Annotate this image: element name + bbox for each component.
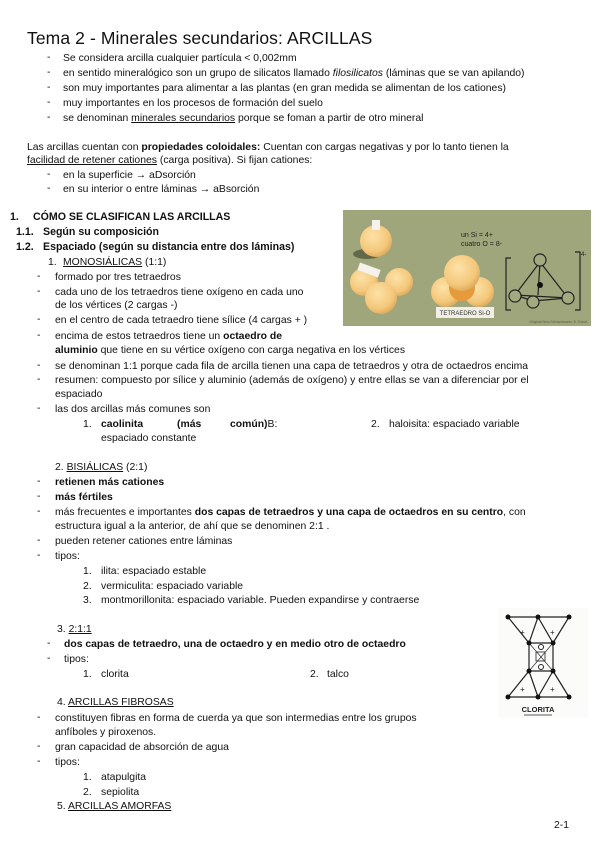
item-number: 1.	[83, 566, 92, 577]
vermiculita-item: vermiculita: espaciado variable	[101, 581, 244, 592]
item-number: 1.	[48, 257, 57, 268]
mono-bullet-5: se denominan 1:1 porque cada fila de arcilla tienen una capa de tetraedros y otra de octaedros encima	[55, 361, 529, 372]
item-number: 1.	[83, 419, 92, 430]
tetraedro-illustration	[343, 210, 591, 326]
fib-bullet-1-line1: constituyen fibras en forma de cuerda ya que son intermedias entre los grupos	[55, 713, 417, 724]
fib-bullet-3: tipos:	[55, 757, 80, 768]
bullet-dash: -	[37, 741, 41, 752]
bullet-dash: -	[47, 169, 51, 180]
bullet-dash: -	[47, 638, 51, 649]
svg-text:CLORITA: CLORITA	[521, 705, 555, 714]
bi-bullet-3-line1: más frecuentes e importantes dos capas de tetraedros y una capa de octaedros en su centro, con	[55, 507, 526, 518]
bullet-dash: -	[37, 314, 41, 325]
bullet-dash: -	[37, 360, 41, 371]
section-211-heading: 3. 2:1:1	[57, 624, 92, 635]
bisialicas-heading: 2. BISIÁLICAS (2:1)	[55, 462, 148, 473]
bullet-dash: -	[47, 82, 51, 93]
mono-bullet-1: formado por tres tetraedros	[55, 272, 181, 283]
mono-bullet-3: en el centro de cada tetraedro tiene sílice (4 cargas + )	[55, 315, 308, 326]
s211-bullet-1: dos capas de tetraedro, una de octaedro y en medio otro de octaedro	[64, 639, 406, 650]
intro-bullet-4: muy importantes en los procesos de formación del suelo	[63, 98, 323, 109]
section-heading: CÓMO SE CLASIFICAN LAS ARCILLAS	[33, 211, 231, 223]
mono-bullet-6-line2: espaciado	[55, 389, 103, 400]
bullet-dash: -	[37, 374, 41, 385]
s211-bullet-2: tipos:	[64, 654, 89, 665]
clorita-item: clorita	[101, 669, 129, 680]
svg-text:+: +	[520, 685, 525, 694]
item-number: 2.	[83, 581, 92, 592]
mono-bullet-4-line2: aluminio que tiene en su vértice oxígeno con carga negativa en los vértices	[55, 345, 406, 356]
item-number: 2.	[371, 419, 380, 430]
fib-bullet-1-line2: anfíboles y piroxenos.	[55, 727, 157, 738]
minerales-secundarios-term: minerales secundarios	[131, 113, 236, 124]
intro-bullet-2: en sentido mineralógico son un grupo de silicatos llamado filosilicatos (láminas que se van apilando)	[63, 68, 525, 79]
mono-bullet-6-line1: resumen: compuesto por sílice y aluminio (además de oxígeno) y entre ellas se van a diferenciar por el	[55, 375, 529, 386]
item-number: 2.	[83, 787, 92, 798]
bi-bullet-3-line2: estructura igual a la anterior, de ahí que se denominen 2:1 .	[55, 521, 330, 532]
bullet-dash: -	[47, 52, 51, 63]
svg-text:Original Nels Schwertmann, E.: Original Nels Schwertmann, E. Kokot	[529, 320, 587, 324]
subsection-espaciado: Espaciado (según su distancia entre dos láminas)	[43, 241, 295, 253]
atapulgita-item: atapulgita	[101, 772, 147, 783]
bullet-dash: -	[37, 756, 41, 767]
bullet-dash: -	[37, 271, 41, 282]
bullet-dash: -	[37, 506, 41, 517]
colloid-paragraph-line2: facilidad de retener cationes (carga positiva). Si fijan cationes:	[27, 155, 313, 166]
svg-text:TETRAEDRO Si-O: TETRAEDRO Si-O	[439, 311, 491, 317]
svg-text:un Si = 4+: un Si = 4+	[461, 232, 493, 239]
item-number: 1.	[83, 669, 92, 680]
caolinita-label: caolinita	[101, 419, 144, 430]
bullet-dash: -	[37, 535, 41, 546]
fibrosas-heading: 4. ARCILLAS FIBROSAS	[57, 697, 174, 708]
bi-bullet-1: retienen más cationes	[55, 477, 165, 488]
bi-bullet-4: pueden retener cationes entre láminas	[55, 536, 233, 547]
bullet-dash: -	[37, 491, 41, 502]
sepiolita-item: sepiolita	[101, 787, 140, 798]
ilita-item: ilita: espaciado estable	[101, 566, 207, 577]
caolinita-detail: espaciado constante	[101, 433, 197, 444]
mono-bullet-7: las dos arcillas más comunes son	[55, 404, 211, 415]
adsorcion-bullet: en la superficie → aDsorción	[63, 170, 196, 181]
bi-bullet-2: más fértiles	[55, 492, 113, 503]
intro-bullet-5: se denominan minerales secundarios porque se foman a partir de otro mineral	[63, 113, 424, 124]
colloid-paragraph-line1: Las arcillas cuentan con propiedades coloidales: Cuentan con cargas negativas y por lo tanto tienen la	[27, 142, 509, 153]
absorcion-bullet: en su interior o entre láminas → aBsorción	[63, 184, 260, 195]
mono-bullet-4-line1: encima de estos tetraedros tiene un octaedro de	[55, 331, 282, 342]
subsection-composicion: Según su composición	[43, 226, 159, 238]
subsection-number: 1.2.	[16, 241, 34, 253]
bullet-dash: -	[37, 712, 41, 723]
bullet-dash: -	[47, 653, 51, 664]
svg-text:4-: 4-	[581, 252, 587, 258]
monosialicas-heading: MONOSIÁLICAS (1:1)	[63, 257, 167, 268]
subsection-number: 1.1.	[16, 226, 34, 238]
section-number: 1.	[10, 211, 19, 223]
bullet-dash: -	[47, 97, 51, 108]
bi-bullet-5: tipos:	[55, 551, 80, 562]
intro-bullet-1: Se considera arcilla cualquier partícula < 0,002mm	[63, 53, 297, 64]
caolinita-label-comun: común)B:	[230, 419, 278, 430]
item-number: 2.	[310, 669, 319, 680]
fib-bullet-2: gran capacidad de absorción de agua	[55, 742, 229, 753]
bullet-dash: -	[37, 286, 41, 297]
mono-bullet-2-line2: de los vértices (2 cargas -)	[55, 300, 178, 311]
bullet-dash: -	[37, 550, 41, 561]
item-number: 1.	[83, 772, 92, 783]
amorfas-heading: 5. ARCILLAS AMORFAS	[57, 801, 172, 812]
svg-text:+: +	[550, 685, 555, 694]
bullet-dash: -	[47, 112, 51, 123]
bullet-dash: -	[47, 183, 51, 194]
montmorillonita-item: montmorillonita: espaciado variable. Pueden expandirse y contraerse	[101, 595, 420, 606]
tetraedro-figure	[343, 210, 591, 326]
bullet-dash: -	[37, 476, 41, 487]
bullet-dash: -	[47, 67, 51, 78]
page-number: 2-1	[553, 820, 569, 831]
bullet-dash: -	[37, 403, 41, 414]
intro-bullet-3: son muy importantes para alimentar a las plantas (en gran medida se alimentan de los cationes)	[63, 83, 506, 94]
item-number: 3.	[83, 595, 92, 606]
talco-item: talco	[327, 669, 349, 680]
bullet-dash: -	[37, 330, 41, 341]
svg-text:+: +	[550, 628, 555, 637]
clorita-figure	[498, 608, 588, 718]
haloisita-label: haloisita: espaciado variable	[389, 419, 520, 430]
page-title: Tema 2 - Minerales secundarios: ARCILLAS	[27, 28, 373, 48]
svg-text:+: +	[520, 628, 525, 637]
svg-text:cuatro O = 8-: cuatro O = 8-	[461, 241, 503, 248]
clorita-diagram	[498, 608, 588, 718]
mono-bullet-2-line1: cada uno de los tetraedros tiene oxígeno en cada uno	[55, 287, 304, 298]
caolinita-label-mas: (más	[177, 419, 202, 430]
filosilicatos-term: filosilicatos	[332, 68, 383, 79]
